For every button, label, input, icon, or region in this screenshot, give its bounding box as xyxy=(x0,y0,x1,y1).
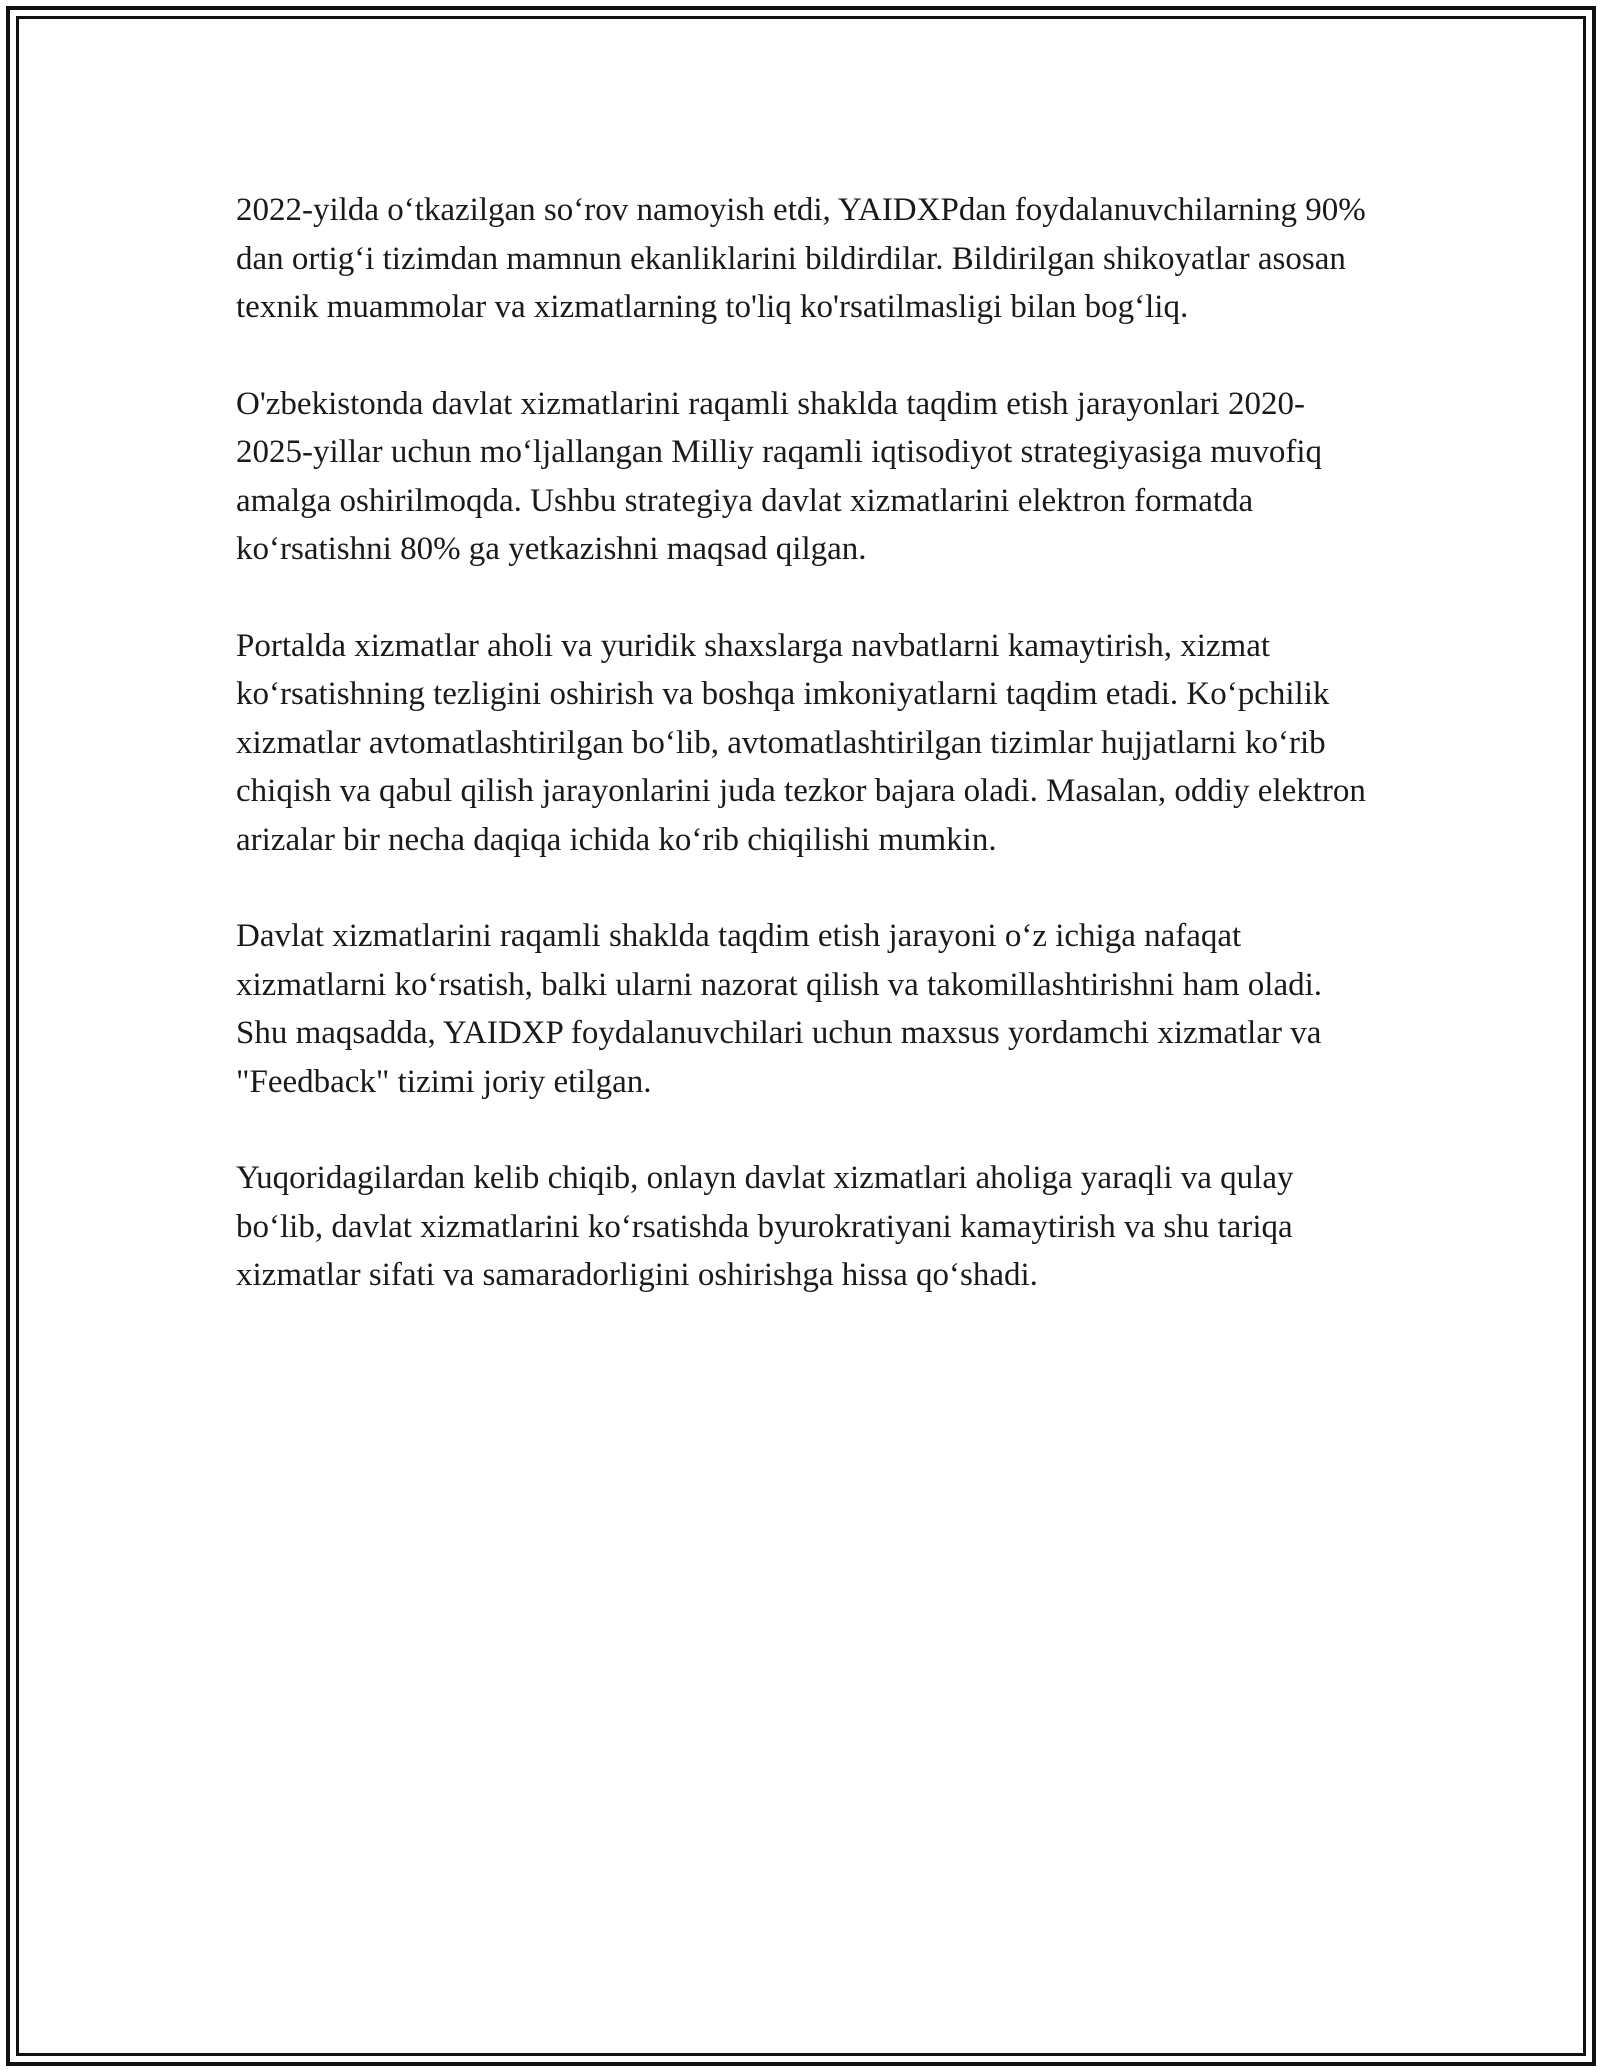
paragraph-strategy: O'zbekistonda davlat xizmatlarini raqamli shaklda taqdim etish jarayonlari 2020-2025-yillar uchun moʻljallangan Milliy raqamli iqtisodiyot strategiyasiga muvofiq amalga oshirilmoqda. Ushbu strategiya davlat xizmatlarini elektron formatda koʻrsatishni 80% ga yetkazishni maqsad qilgan. xyxy=(236,385,1323,567)
paragraph-feedback: Davlat xizmatlarini raqamli shaklda taqdim etish jarayoni oʻz ichiga nafaqat xizmatlarni koʻrsatish, balki ularni nazorat qilish va takomillashtirishni ham oladi. Shu maqsadda, YAIDXP foydalanuvchilari uchun maxsus yordamchi xizmatlar va "Feedback" tizimi joriy etilgan. xyxy=(236,918,1323,1100)
paragraph-portal-services: Portalda xizmatlar aholi va yuridik shaxslarga navbatlarni kamaytirish, xizmat koʻrsatishning tezligini oshirish va boshqa imkoniyatlarni taqdim etadi. Koʻpchilik xizmatlar avtomatlashtirilgan boʻlib, avtomatlashtirilgan tizimlar hujjatlarni koʻrib chiqish va qabul qilish jarayonlarini juda tezkor bajara oladi. Masalan, oddiy elektron arizalar bir necha daqiqa ichida koʻrib chiqilishi mumkin. xyxy=(236,627,1366,858)
paragraph-survey: 2022-yilda oʻtkazilgan soʻrov namoyish etdi, YAIDXPdan foydalanuvchilarning 90% dan ortigʻi tizimdan mamnun ekanliklarini bildirdilar. Bildirilgan shikoyatlar asosan texnik muammolar va xizmatlarning to'liq ko'rsatilmasligi bilan bogʻliq. xyxy=(236,192,1366,325)
document-body xyxy=(236,186,1366,1348)
paragraph-conclusion: Yuqoridagilardan kelib chiqib, onlayn davlat xizmatlari aholiga yaraqli va qulay boʻlib, davlat xizmatlarini koʻrsatishda byurokratiyani kamaytirish va shu tariqa xizmatlar sifati va samaradorligini oshirishga hissa qoʻshadi. xyxy=(236,1160,1294,1293)
